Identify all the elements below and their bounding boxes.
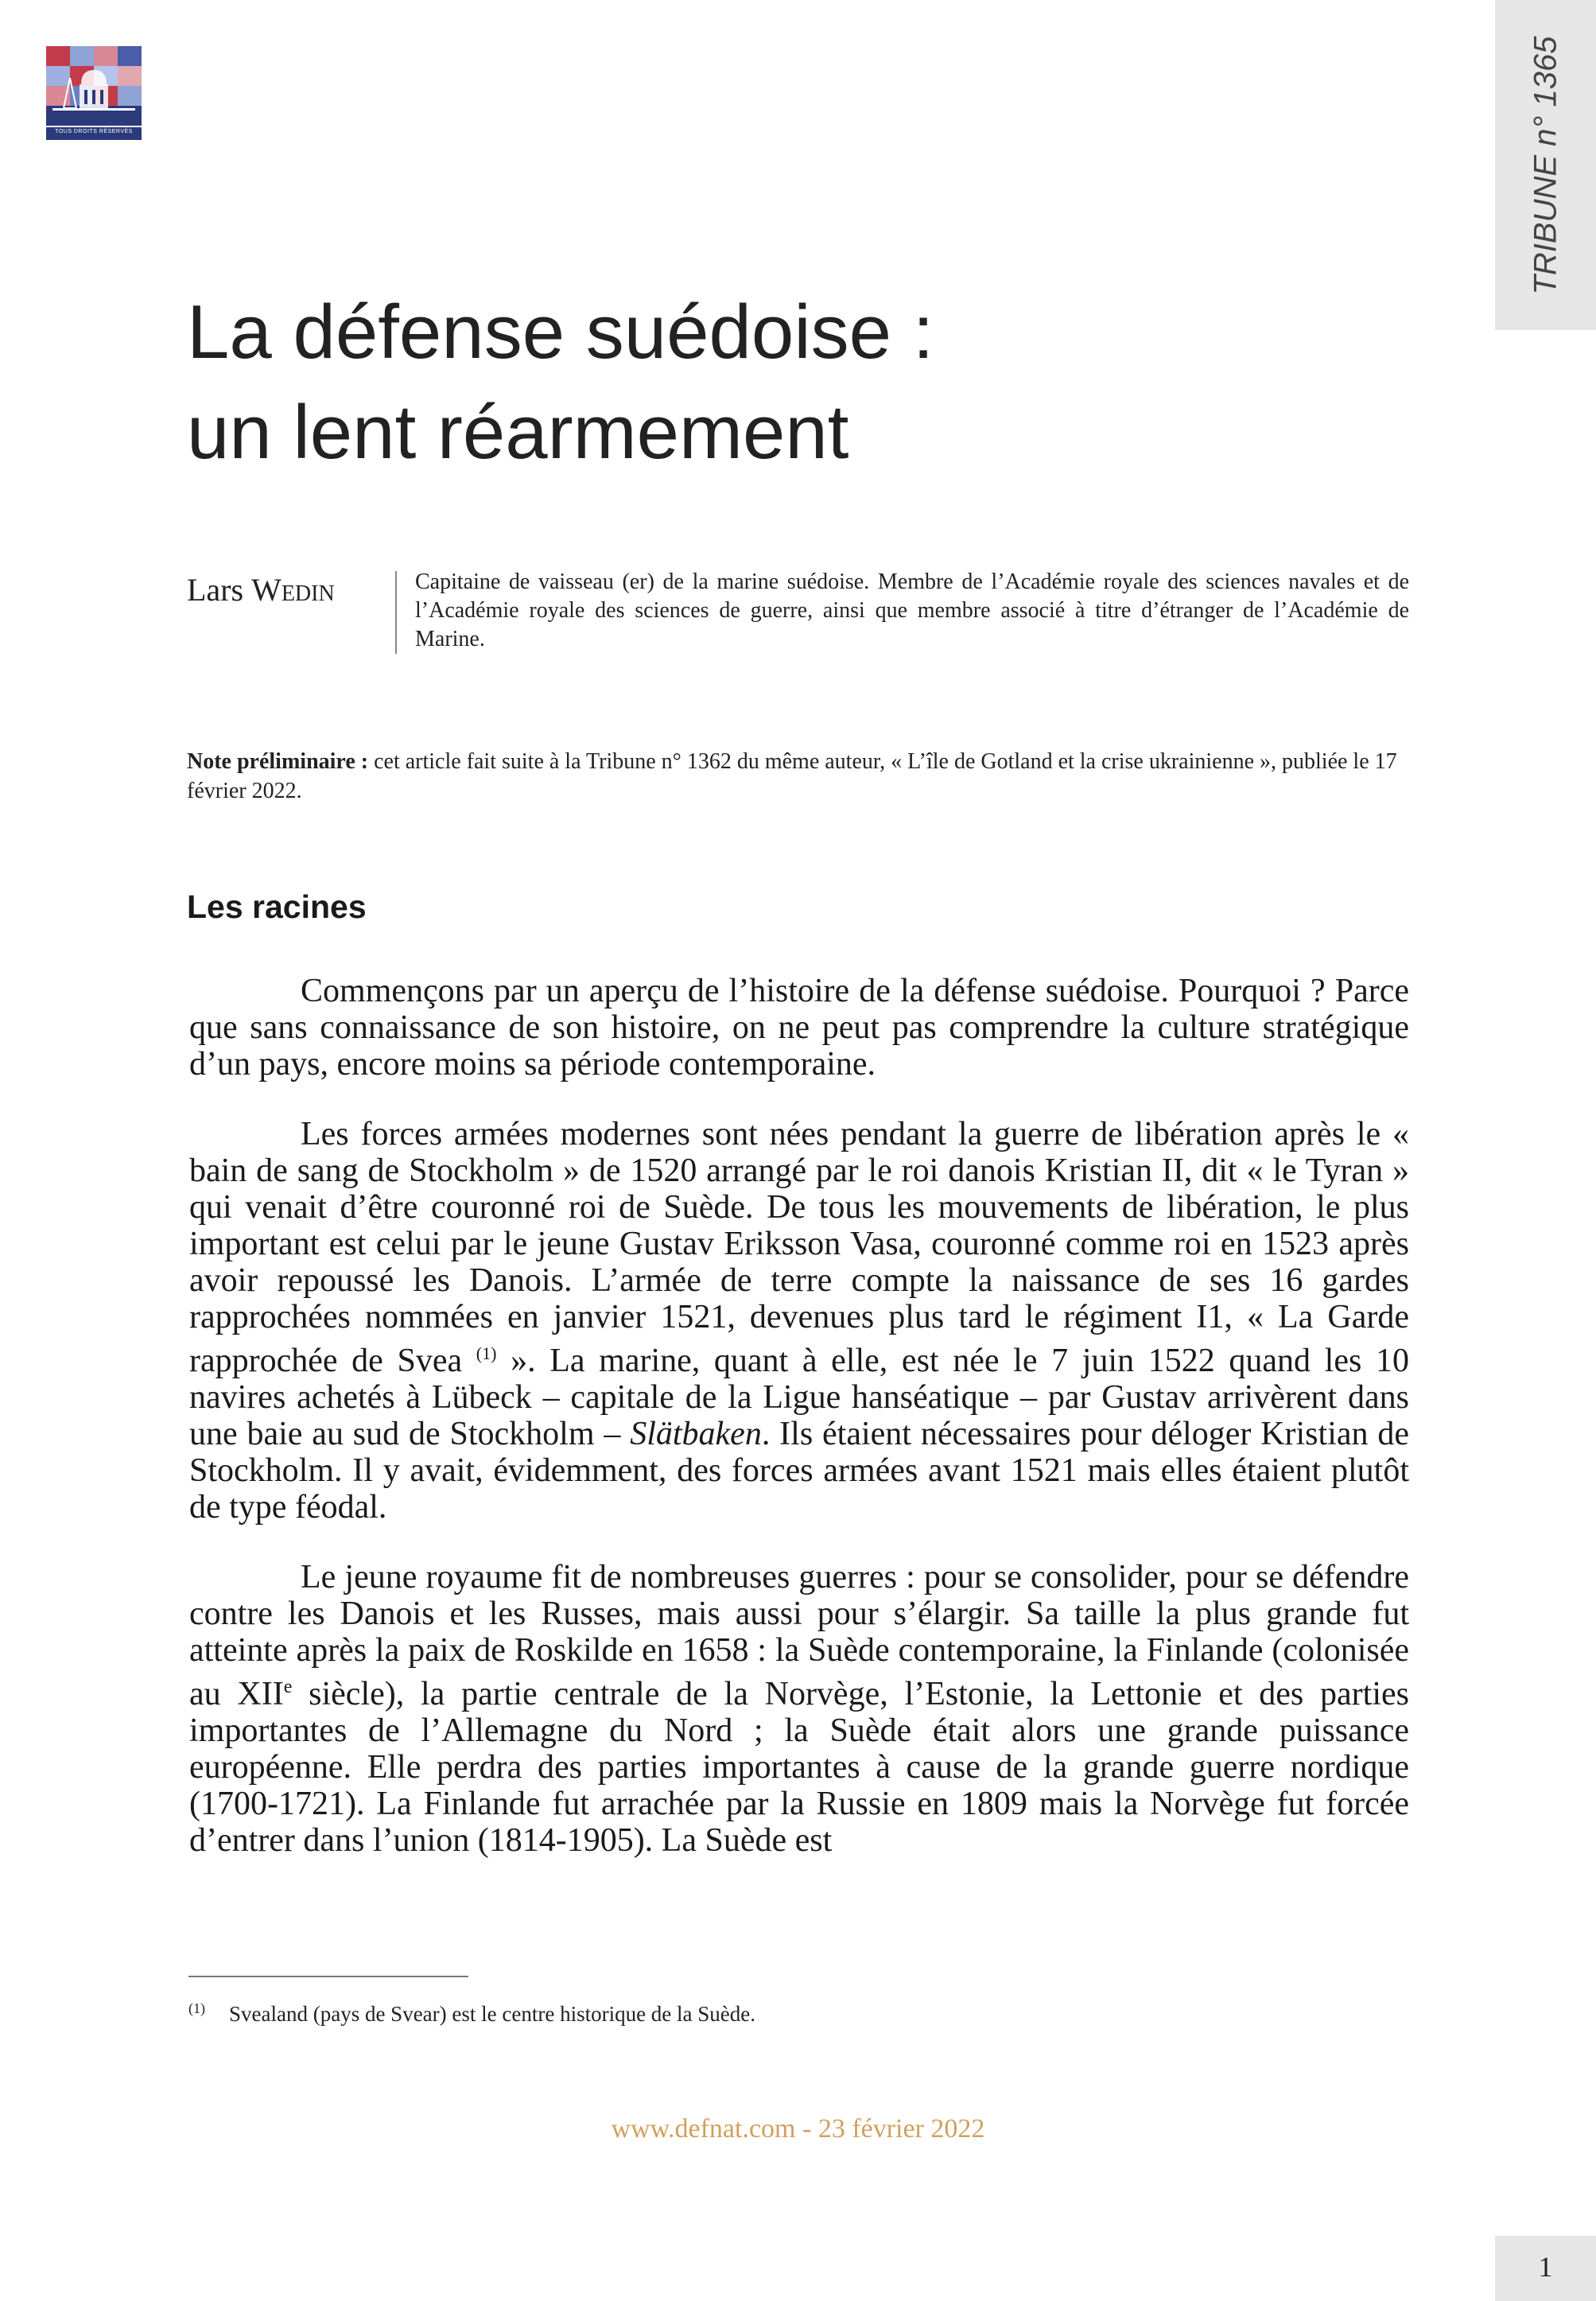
footnote-number: (1) <box>188 2000 205 2016</box>
page-number: 1 <box>1538 2251 1553 2283</box>
author-divider <box>395 571 397 654</box>
tribune-side-tab <box>1495 0 1596 330</box>
tribune-label: TRIBUNE n° 1365 <box>1528 35 1563 295</box>
note-label: Note préliminaire : <box>187 749 369 774</box>
paragraph-2-emphasis: Slätbaken <box>630 1416 762 1452</box>
footer-site-date[interactable]: www.defnat.com - 23 février 2022 <box>611 2114 985 2144</box>
paragraph-2-part-a: Les forces armées modernes sont nées pendant la guerre de libération après le « bain de sang de Stockholm » de 1520 arrangé par le roi danois Kristian II, dit « le Tyran » qui venait d’être couronné roi de Suède. De tous les mouvements de libération, le plus important est celui par le jeune Gustav Eriksson Vasa, couronné comme roi en 1523 après avoir repoussé les Danois. L’armée de terre compte la naissance de ses 16 gardes rapprochées nommées en janvier 1521, devenues plus tard le régiment I1, « La Garde rapprochée de Svea <box>189 1116 1409 1379</box>
author-last-name: Wedin <box>251 572 335 608</box>
paragraph-2-part-b: ». La marine, quant à elle, est née le 7 juin 1522 quand les 10 navires achetés à Lübeck – capitale de la Ligue hanséatique – par Gustav arrivèrent dans une baie au sud de Stockholm – <box>189 1343 1409 1452</box>
article-title <box>187 282 1340 483</box>
paragraph-3-part-b: siècle), la partie centrale de la Norvège, l’Estonie, la Lettonie et des parties importantes de l’Allemagne du Nord ; la Suède était alors une grande puissance européenne. Elle perdra des parties importantes à cause de la grande guerre nordique (1700-1721). La Finlande fut arrachée par la Russie en 1809 mais la Norvège fut forcée d’entrer dans l’union (1814-1905). La Suède est <box>189 1676 1409 1859</box>
century-superscript: e <box>283 1677 293 1697</box>
article-body <box>189 973 1409 1892</box>
publisher-logo <box>46 46 142 140</box>
footnote-1 <box>188 1995 1405 2027</box>
logo-rights-text: TOUS DROITS RÉSERVÉS <box>55 129 133 134</box>
title-line-2: un lent réarmement <box>187 390 849 475</box>
preliminary-note <box>187 747 1409 806</box>
footnote-text: Svealand (pays de Svear) est le centre historique de la Suède. <box>229 2002 756 2026</box>
author-bio: Capitaine de vaisseau (er) de la marine suédoise. Membre de l’Académie royale des sciences navales et de l’Académie royale des sciences de guerre, ainsi que membre associé à titre d’étranger de l’Académie de Marine. <box>415 569 1409 651</box>
section-heading: Les racines <box>187 888 367 925</box>
page-number-tab <box>1495 2236 1596 2301</box>
paragraph-2-part-c: . Ils étaient nécessaires pour déloger Kristian de Stockholm. Il y avait, évidemment, des forces armées avant 1521 mais elles étaient plutôt de type féodal. <box>189 1416 1409 1526</box>
author-first-name: Lars <box>187 572 244 608</box>
title-line-1: La défense suédoise : <box>187 290 934 375</box>
footnote-reference-1[interactable]: (1) <box>476 1343 497 1363</box>
paragraph-3-part-a: Le jeune royaume fit de nombreuses guerres : pour se consolider, pour se défendre contre les Danois et les Russes, mais aussi pour s’élargir. Sa taille la plus grande fut atteinte après la paix de Roskilde en 1658 : la Suède contemporaine, la Finlande (colonisée au XII <box>189 1559 1409 1712</box>
note-text: cet article fait suite à la Tribune n° 1362 du même auteur, « L’île de Gotland et la crise ukrainienne », publiée le 17 février 2022. <box>187 749 1397 803</box>
paragraph-1: Commençons par un aperçu de l’histoire de la défense suédoise. Pourquoi ? Parce que sans connaissance de son histoire, on ne peut pas comprendre la culture stratégique d’un pays, encore moins sa période contemporaine. <box>189 973 1409 1082</box>
paragraph-2 <box>189 1116 1409 1526</box>
paragraph-3 <box>189 1559 1409 1859</box>
logo-emblem-icon <box>46 46 142 140</box>
author-name <box>187 571 335 608</box>
footnote-divider <box>188 1976 468 1977</box>
